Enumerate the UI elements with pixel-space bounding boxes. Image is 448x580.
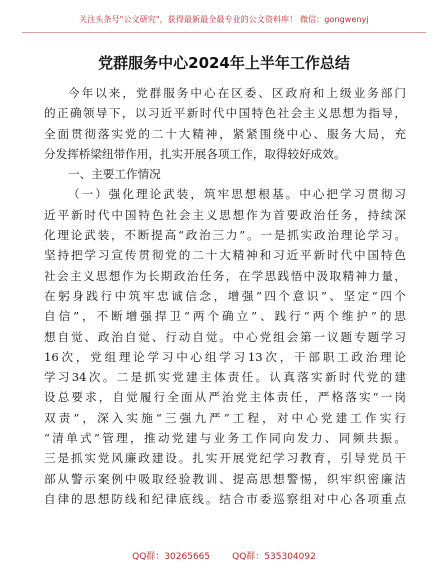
paragraph-line: 想自觉、政治自觉、行动自觉。中心党组会第一议题专题学习: [44, 329, 406, 344]
paragraph-line: 自律的思想防线和纪律底线。结合市委巡察组对中心各项重点: [44, 491, 406, 506]
paragraph-line: 化理论武装，不断提高“政治三力”。一是抓实政治理论学习。: [44, 228, 406, 243]
paragraph-line: （一）强化理论武装，筑牢思想根基。中心把学习贯彻习: [68, 187, 406, 202]
paragraph-line: 今年以来，党群服务中心在区委、区政府和上级业务部门: [68, 86, 406, 100]
paragraph-line: 双责”，深入实施“三强九严”工程，对中心党建工作实行: [44, 410, 406, 425]
paragraph-line: 三是抓实党风廉政建设。扎实开展党纪学习教育，引导党员干: [44, 451, 406, 466]
paragraph-line: 社会主义思想作为长期政治任务，在学思践悟中汲取精神力量，: [44, 268, 406, 283]
document-title: 党群服务中心2024年上半年工作总结: [98, 54, 350, 72]
paragraph-line: 自信”，不断增强捍卫“两个确立”、践行“两个维护”的思: [44, 309, 406, 324]
paragraph-line: 分发挥桥梁纽带作用，扎实开展各项工作，取得较好成效。: [44, 146, 346, 161]
paragraph-line: 的正确领导下，以习近平新时代中国特色社会主义思想为指导，: [44, 106, 406, 121]
header-banner: 关注头条号"公文研究"，获得最新最全最专业的公文资料库！ 微信：gongwenyj: [79, 15, 369, 24]
qq-group-label: QQ群：: [232, 552, 265, 562]
qq-group-number: 535304092: [264, 552, 316, 562]
document-body: [44, 83, 406, 509]
footer-contact: [0, 549, 448, 562]
qq-group-number: 30265665: [164, 552, 211, 562]
paragraph-line: 16次，党组理论学习中心组学习13次，干部职工政治理论: [44, 349, 406, 364]
section-heading: 一、主要工作情况: [68, 167, 161, 182]
paragraph-line: 学习34次。二是抓实党建主体责任。认真落实新时代党的建: [44, 370, 406, 385]
paragraph-line: 在躬身践行中筑牢忠诚信念，增强“四个意识”、坚定“四个: [44, 288, 406, 303]
paragraph-line: 近平新时代中国特色社会主义思想作为首要政治任务，持续深: [44, 207, 406, 222]
paragraph-line: 设总要求，自觉履行全面从严治党主体责任，严格落实“一岗: [44, 390, 406, 405]
paragraph-line: 全面贯彻落实党的二十大精神，紧紧围绕中心、服务大局，充: [44, 126, 406, 141]
paragraph-line: “清单式”管理，推动党建与业务工作同向发力、同频共振。: [44, 431, 406, 446]
paragraph-line: 部从警示案例中吸取经验教训、提高思想警惕，织牢织密廉洁: [44, 471, 406, 486]
qq-group-label: QQ群：: [132, 552, 165, 562]
header-divider: [22, 32, 426, 33]
paragraph-line: 坚持把学习宣传贯彻党的二十大精神和习近平新时代中国特色: [44, 248, 406, 263]
